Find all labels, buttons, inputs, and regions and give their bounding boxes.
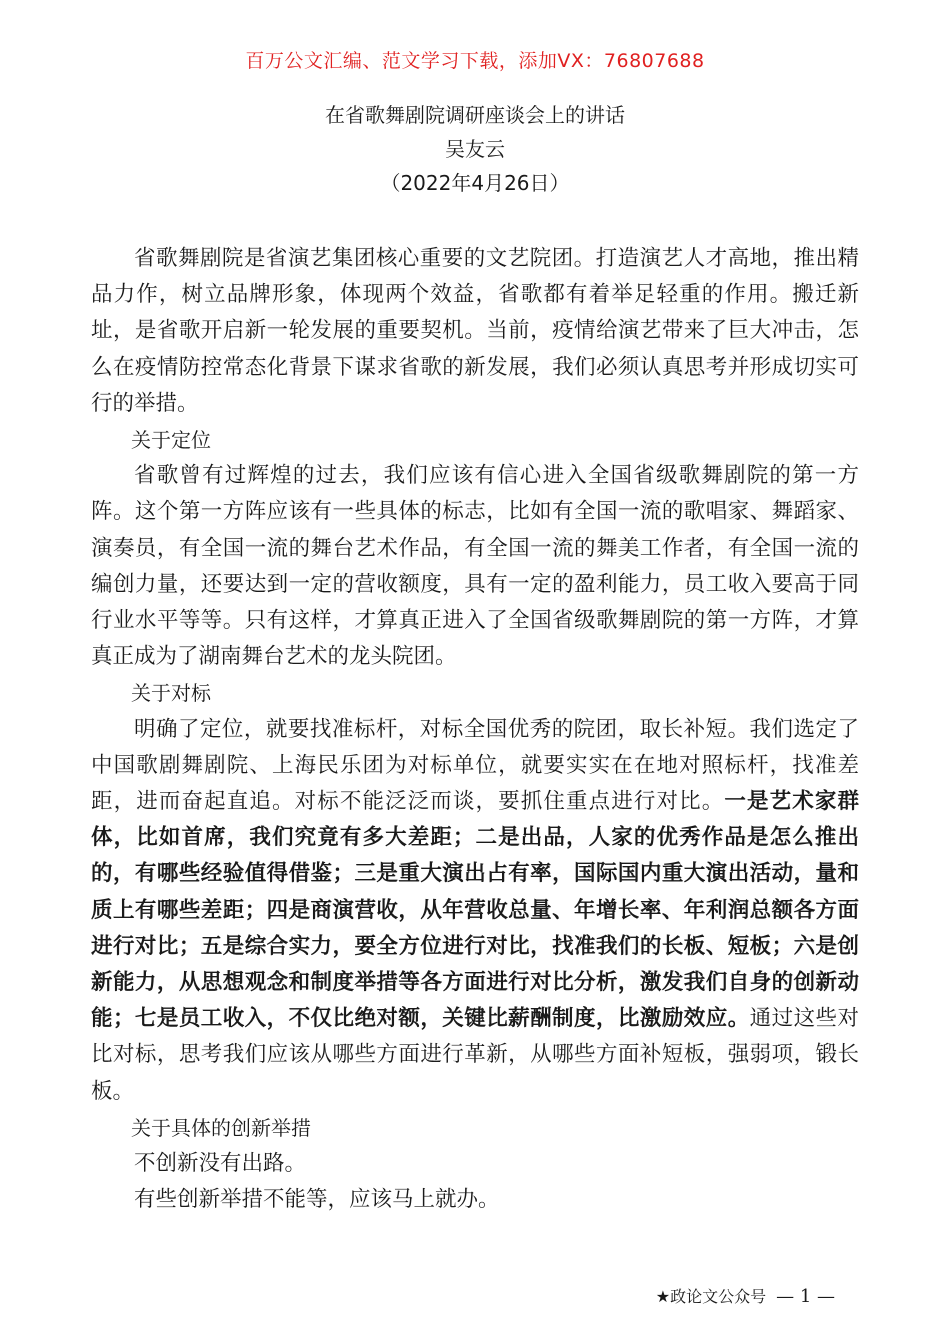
section-heading-benchmarking: 关于对标 (131, 681, 211, 706)
footer-source: ★政论文公众号 (655, 1287, 767, 1306)
page-number: — 1 — (776, 1286, 835, 1307)
benchmark-intro-text: 明确了定位，就要找准标杆，对标全国优秀的院团，取长补短。我们选定了中国歌剧舞剧院、上海民乐团为对标单位，就要实实在在地对照标杆，找准差距，进而奋起直追。对标不能泛泛而谈，要抓住重点进行对比。 (91, 716, 859, 815)
author-name: 吴友云 (445, 137, 505, 161)
section-heading-innovation: 关于具体的创新举措 (131, 1115, 311, 1140)
paragraph-intro: 省歌舞剧院是省演艺集团核心重要的文艺院团。打造演艺人才高地，推出精品力作，树立品牌形象，体现两个效益，省歌都有着举足轻重的作用。搬迁新址，是省歌开启新一轮发展的重要契机。当前，疫情给演艺带来了巨大冲击，怎么在疫情防控常态化背景下谋求省歌的新发展，我们必须认真思考并形成切实可行的举措。 (91, 246, 859, 416)
paragraph-innovation-2: 有些创新举措不能等，应该马上就办。 (134, 1187, 500, 1213)
section-heading-positioning: 关于定位 (131, 428, 211, 453)
benchmark-bold-points: 一是艺术家群体，比如首席，我们究竟有多大差距；二是出品，人家的优秀作品是怎么推出的，有哪些经验值得借鉴；三是重大演出占有率，国际国内重大演出活动，量和质上有哪些差距；四是商演营收，从年营收总量、年增长率、年利润总额各方面进行对比；五是综合实力，要全方位进行对比，找准我们的长板、短板；六是创新能力，从思想观念和制度举措等各方面进行对比分析，激发我们自身的创新动能；七是员工收入，不仅比绝对额，关键比薪酬制度，比激励效应。 (91, 789, 859, 1032)
promo-header: 百万公文汇编、范文学习下载，添加VX：76807688 (245, 50, 705, 72)
page-footer (656, 1284, 835, 1307)
paragraph-benchmarking (91, 712, 859, 1110)
benchmark-conclusion-text: 通过这些对比对标，思考我们应该从哪些方面进行革新，从哪些方面补短板，强弱项，锻长板。 (91, 1006, 859, 1104)
document-body (91, 241, 859, 1218)
paragraph-positioning: 省歌曾有过辉煌的过去，我们应该有信心进入全国省级歌舞剧院的第一方阵。这个第一方阵应该有一些具体的标志，比如有全国一流的歌唱家、舞蹈家、演奏员，有全国一流的舞台艺术作品，有全国一流的舞美工作者，有全国一流的编创力量，还要达到一定的营收额度，具有一定的盈利能力，员工收入要高于同行业水平等等。只有这样，才算真正进入了全国省级歌舞剧院的第一方阵，才算真正成为了湖南舞台艺术的龙头院团。 (91, 463, 859, 670)
speech-date: （2022年4月26日） (380, 171, 570, 195)
document-title: 在省歌舞剧院调研座谈会上的讲话 (325, 103, 625, 127)
paragraph-innovation-1: 不创新没有出路。 (134, 1151, 307, 1177)
title-block (0, 98, 950, 200)
